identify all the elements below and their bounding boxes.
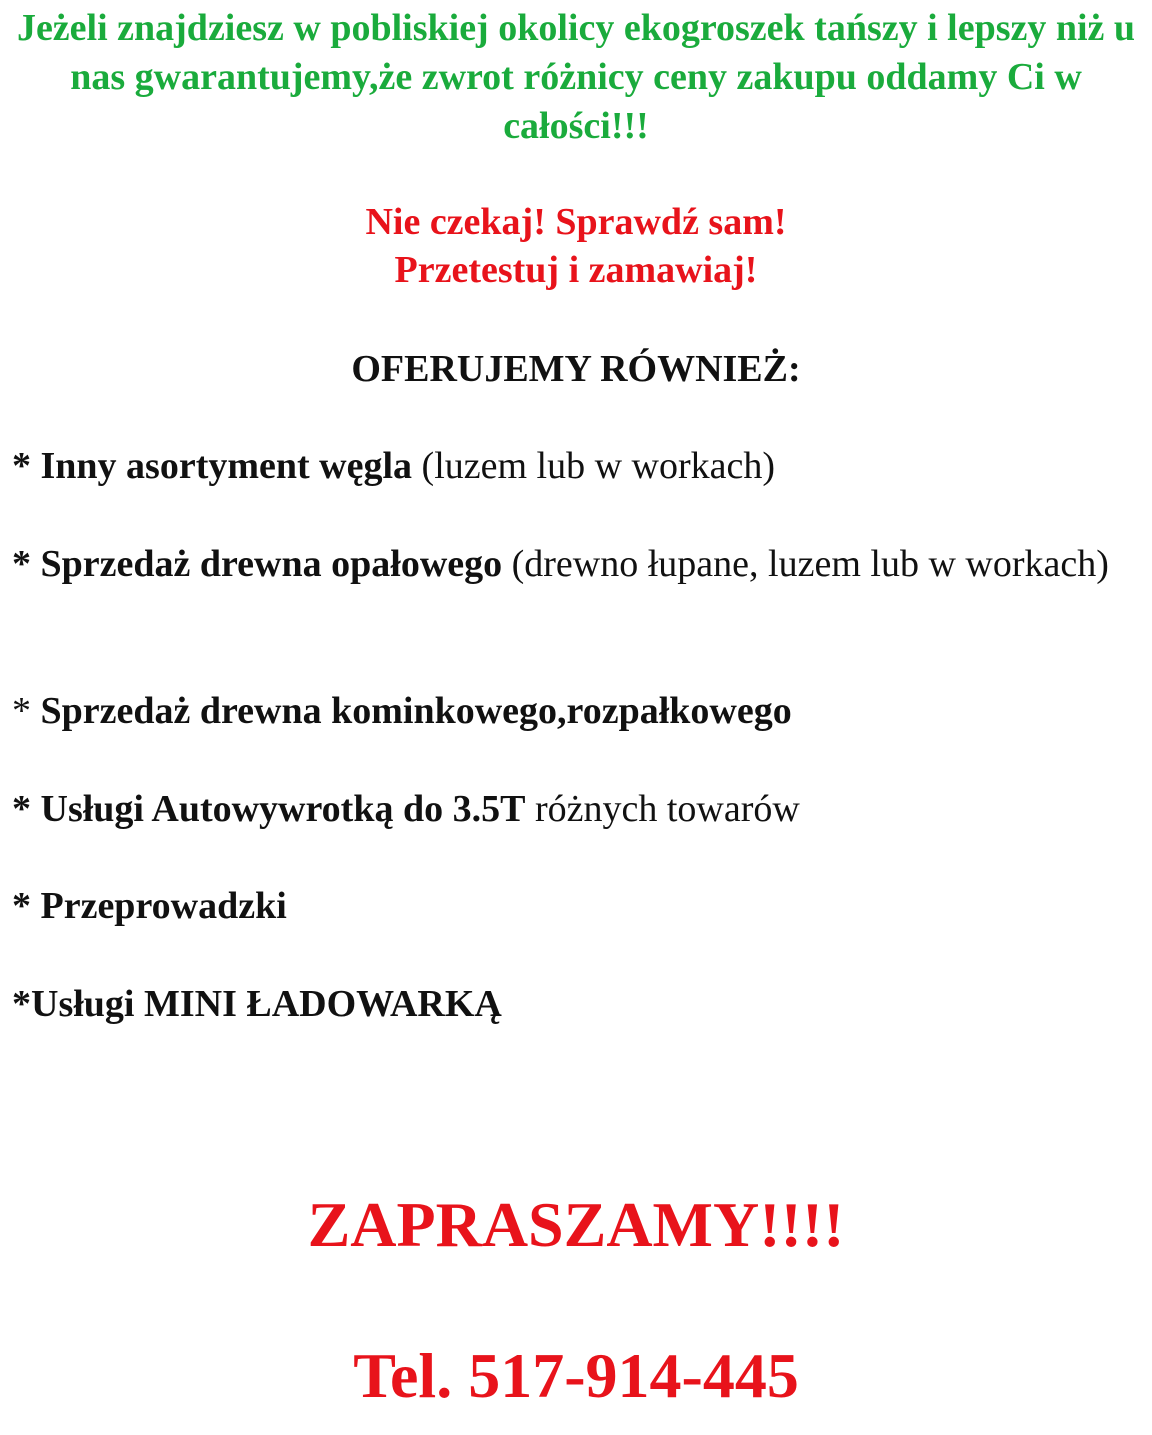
offer-item (12, 785, 1132, 833)
offer-bullet: * (12, 543, 41, 585)
offer-bullet: * (12, 445, 41, 487)
offer-detail: różnych towarów (525, 788, 800, 830)
offer-title: Usługi Autowywrotką do 3.5T (40, 788, 526, 830)
offer-bullet: * (12, 690, 41, 732)
offer-title: Sprzedaż drewna opałowego (40, 543, 503, 585)
cta-line-1: Nie czekaj! Sprawdź sam! (365, 201, 787, 243)
offer-item (12, 687, 1132, 735)
guarantee-text: Jeżeli znajdziesz w pobliskiej okolicy ekogroszek tańszy i lepszy niż u nas gwarantujemy,że zwrot różnicy ceny zakupu oddamy Ci w całości!!! (16, 7, 1136, 147)
phone-number: Tel. 517-914-445 (353, 1340, 799, 1411)
offer-bullet: * (12, 983, 31, 1025)
offer-bullet: * (12, 885, 41, 927)
offer-item (12, 442, 1132, 490)
invite-text: ZAPRASZAMY!!!! (307, 1189, 845, 1260)
offer-title: Sprzedaż drewna kominkowego,rozpałkowego (40, 690, 792, 732)
offer-item (12, 882, 1132, 930)
cta-line-2: Przetestuj i zamawiaj! (394, 249, 758, 291)
offer-title: Usługi MINI ŁADOWARKĄ (31, 983, 502, 1025)
offer-detail: (drewno łupane, luzem lub w workach) (502, 543, 1109, 585)
offer-item (12, 540, 1132, 588)
offer-detail: (luzem lub w workach) (412, 445, 776, 487)
offer-item (12, 980, 1132, 1028)
offer-heading: OFERUJEMY RÓWNIEŻ: (351, 348, 801, 390)
offer-title: Przeprowadzki (40, 885, 287, 927)
offer-bullet: * (12, 788, 41, 830)
offer-title: Inny asortyment węgla (40, 445, 413, 487)
